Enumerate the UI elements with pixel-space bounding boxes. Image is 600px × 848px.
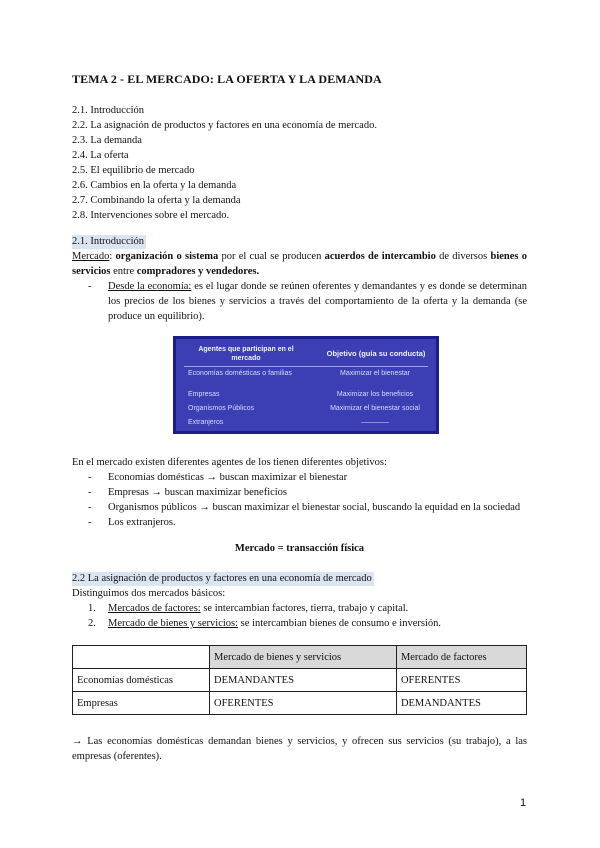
- colon: :: [109, 251, 116, 262]
- bold-term: acuerdos de intercambio: [324, 251, 436, 262]
- toc-item: 2.3. La demanda: [72, 135, 142, 146]
- markets-numbered-list: [88, 601, 527, 631]
- text-run: por el cual se producen: [218, 251, 325, 262]
- table-header-cell: Mercado de factores: [396, 646, 526, 669]
- toc-item: 2.6. Cambios en la oferta y la demanda: [72, 180, 237, 191]
- table-header-cell: Mercado de bienes y servicios: [210, 646, 397, 669]
- market-formula: Mercado = transacción física: [234, 543, 365, 554]
- list-item-text: Organismos públicos → buscan maximizar el bienestar social, buscando la equidad en la sociedad: [108, 502, 521, 513]
- list-item: [88, 616, 527, 631]
- objective-cell: Maximizar el bienestar: [339, 370, 411, 377]
- bold-term: organización o sistema: [115, 251, 219, 262]
- list-item: - Economías domésticas → buscan maximizar el bienestar: [88, 470, 527, 485]
- bullet-text: es el lugar donde se reúnen oferentes y demandantes y es donde se determinan los precios de los bienes y servicios a través del comportamiento de la oferta y la demanda (se produce un equilibrio).: [108, 281, 527, 322]
- table-row: [73, 692, 527, 715]
- table-cell: Empresas: [73, 692, 210, 715]
- closing-note: → Las economías domésticas demandan bienes y servicios, y ofrecen sus servicios (su trabajo), a las empresas (oferentes).: [72, 736, 527, 762]
- term-mercado: Mercado: [72, 251, 110, 262]
- bullet-label: Desde la economía:: [108, 281, 192, 292]
- list-item: - Los extranjeros.: [88, 515, 527, 530]
- list-item: - Empresas → buscan maximizar beneficios: [88, 485, 527, 500]
- item-text: se intercambian bienes de consumo e inversión.: [238, 618, 441, 629]
- market-table: [72, 645, 527, 715]
- table-cell: DEMANDANTES: [396, 692, 526, 715]
- objective-cell: Maximizar los beneficios: [336, 391, 414, 398]
- objective-cell: Maximizar el bienestar social: [330, 405, 420, 412]
- section-heading-intro: 2.1. Introducción: [72, 236, 145, 247]
- table-header-cell: [73, 646, 210, 669]
- agents-intro: En el mercado existen diferentes agentes de los tienen diferentes objetivos:: [72, 457, 387, 468]
- table-cell: OFERENTES: [396, 669, 526, 692]
- toc-item: 2.5. El equilibrio de mercado: [72, 165, 195, 176]
- list-item: - Organismos públicos → buscan maximizar el bienestar social, buscando la equidad en la sociedad: [88, 500, 527, 515]
- list-item: - Desde la economía: es el lugar donde se reúnen oferentes y demandantes y es donde se determinan los precios de los bienes y servicios a través del comportamiento de la oferta y la demanda (se produce un equilibrio).: [88, 281, 527, 322]
- table-cell: DEMANDANTES: [210, 669, 397, 692]
- table-row: [73, 669, 527, 692]
- agent-cell: Economías domésticas o familias: [188, 370, 292, 377]
- header-divider: [184, 366, 428, 367]
- table-header-row: [73, 646, 527, 669]
- agent-cell: Extranjeros: [188, 419, 224, 426]
- objective-cell: ————: [361, 419, 389, 426]
- toc-item: 2.7. Combinando la oferta y la demanda: [72, 195, 241, 206]
- toc-item: 2.4. La oferta: [72, 150, 129, 161]
- item-text: se intercambian factores, tierra, trabajo y capital.: [200, 603, 409, 614]
- bold-term: compradores y vendedores.: [136, 266, 260, 277]
- agent-cell: Empresas: [188, 391, 220, 398]
- item-number: 2.: [88, 618, 96, 629]
- list-item-text: Economías domésticas → buscan maximizar el bienestar: [108, 472, 348, 483]
- list-item: [88, 601, 527, 616]
- economy-bullet-list: [88, 279, 527, 324]
- item-label: Mercado de bienes y servicios:: [108, 618, 239, 629]
- market-definition: [72, 249, 527, 279]
- table-cell: Economías domésticas: [73, 669, 210, 692]
- bold-term: bienes o servicios: [72, 251, 527, 277]
- page-number: 1: [520, 797, 527, 809]
- agents-objectives-image: [173, 336, 439, 434]
- document-title: TEMA 2 - EL MERCADO: LA OFERTA Y LA DEMANDA: [72, 72, 382, 86]
- list-item-text: Empresas → buscan maximizar beneficios: [108, 487, 288, 498]
- table-of-contents: [72, 103, 377, 223]
- text-run: de diversos: [435, 251, 491, 262]
- table-cell: OFERENTES: [210, 692, 397, 715]
- agent-cell: Organismos Públicos: [188, 405, 255, 412]
- agents-header: Agentes que participan en el mercado: [198, 346, 294, 362]
- list-item-text: Los extranjeros.: [108, 517, 176, 528]
- toc-item: 2.1. Introducción: [72, 105, 145, 116]
- item-number: 1.: [88, 603, 96, 614]
- item-label: Mercados de factores:: [108, 603, 201, 614]
- text-run: entre: [110, 266, 137, 277]
- objective-header: Objetivo (guía su conducta): [326, 349, 426, 358]
- agents-bullet-list: [88, 470, 527, 530]
- section-heading-allocation: 2.2 La asignación de productos y factores en una economía de mercado: [72, 573, 372, 584]
- markets-intro: Distinguimos dos mercados básicos:: [72, 588, 226, 599]
- toc-item: 2.2. La asignación de productos y factores en una economía de mercado.: [72, 120, 377, 131]
- toc-item: 2.8. Intervenciones sobre el mercado.: [72, 210, 230, 221]
